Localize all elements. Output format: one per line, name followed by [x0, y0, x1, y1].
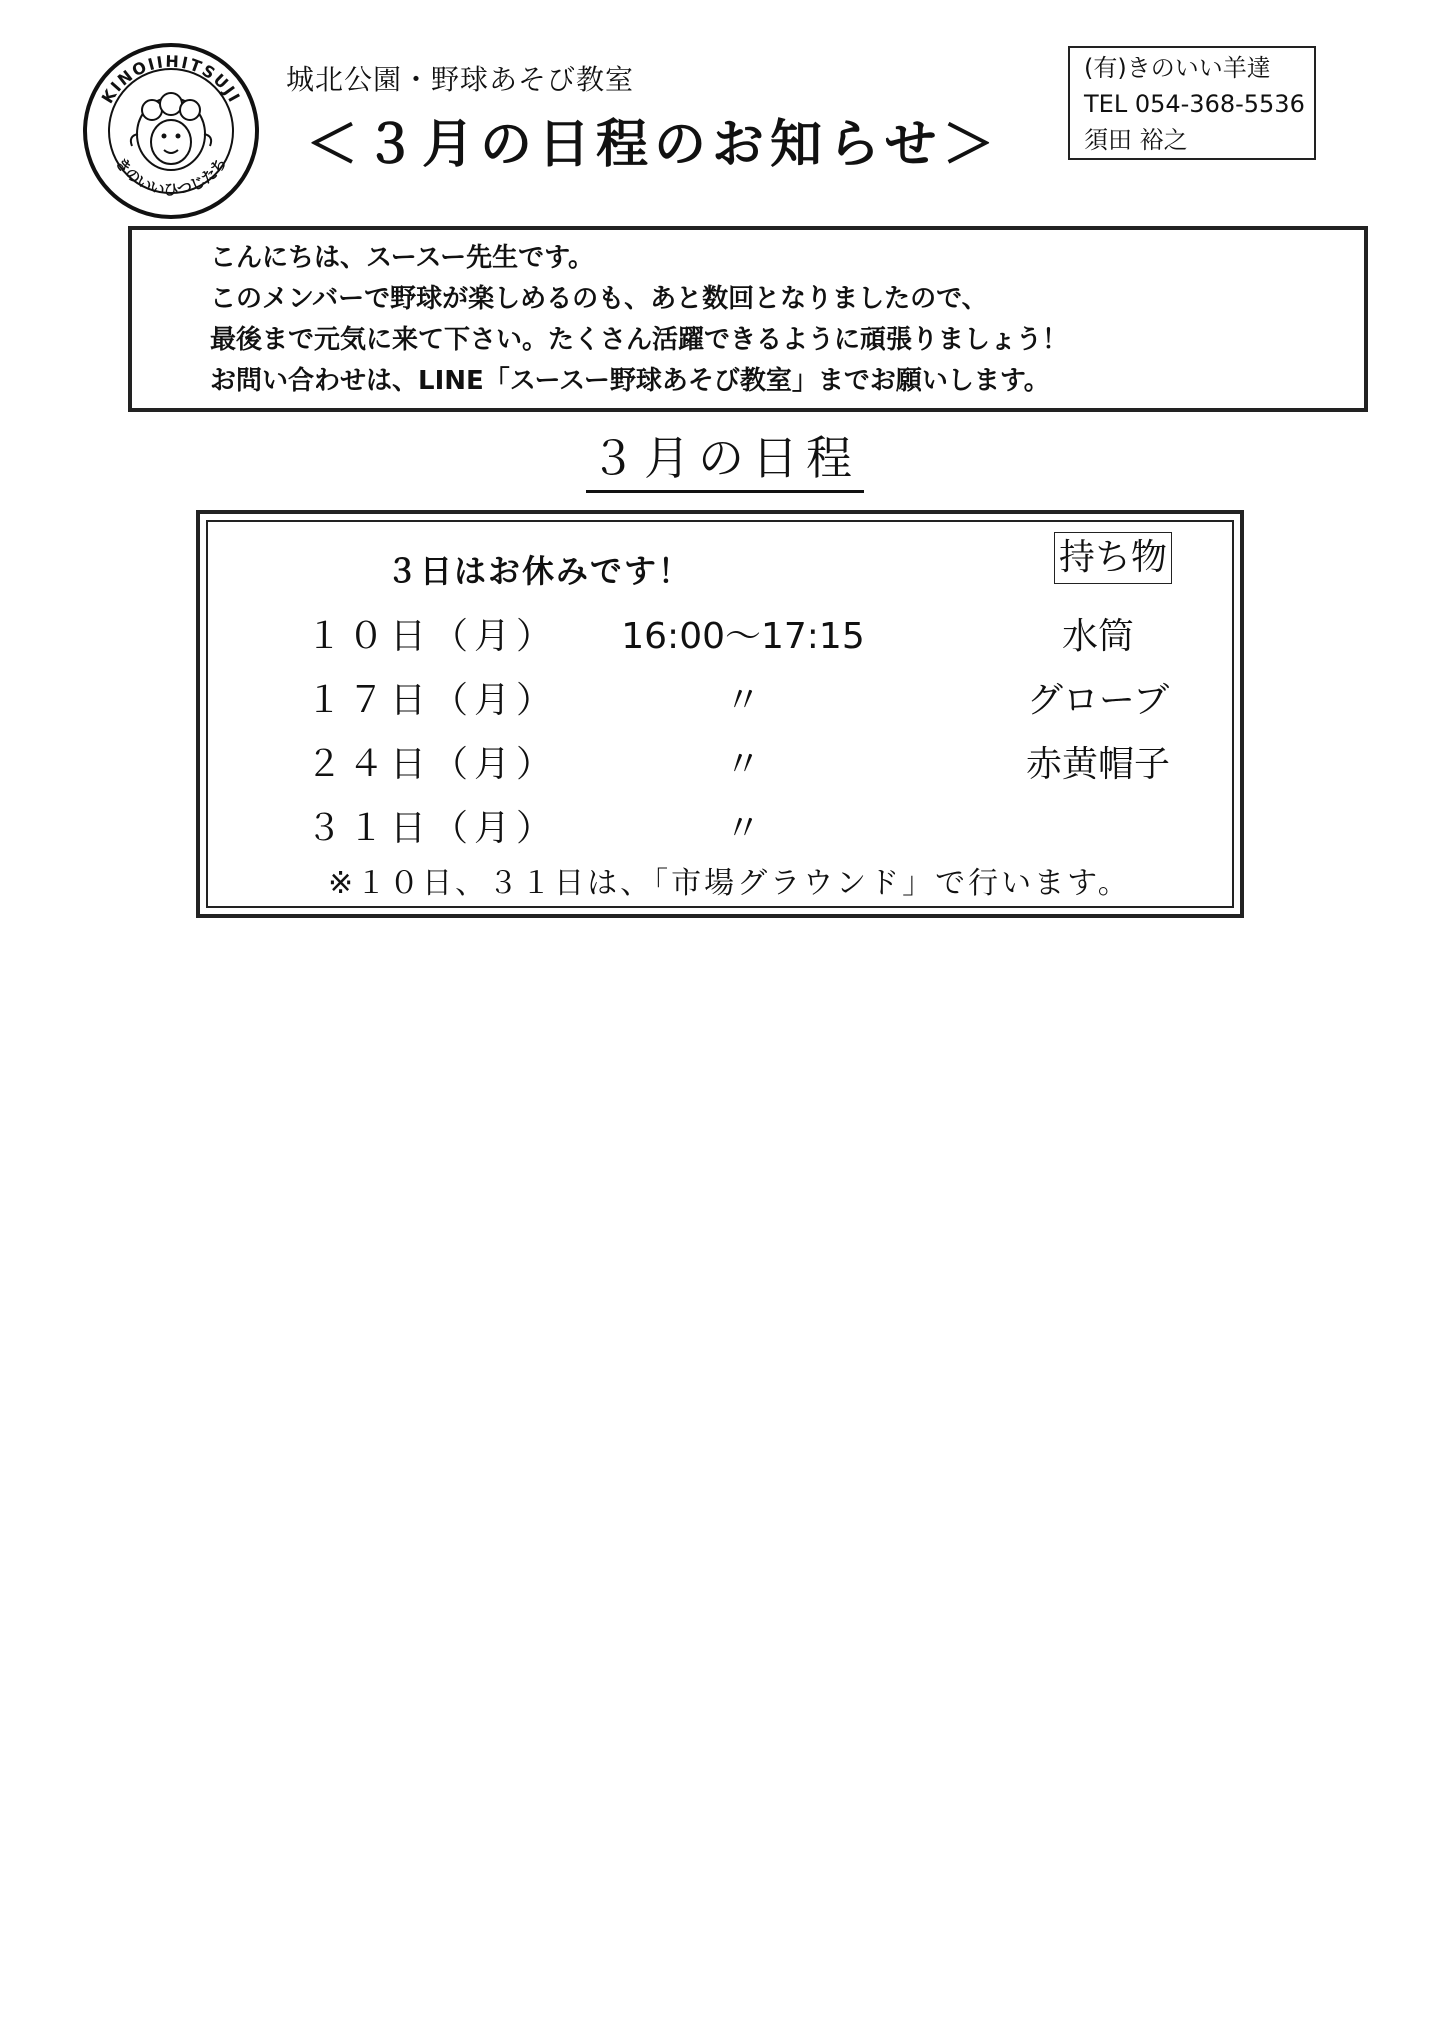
venue-footnote: ※１０日、３１日は、「市場グラウンド」で行います。 — [328, 866, 1131, 901]
message-line: お問い合わせは、LINE「スースー野球あそび教室」までお願いします。 — [210, 366, 1050, 396]
items-to-bring-header: 持ち物 — [1054, 532, 1172, 584]
contact-box — [1068, 46, 1316, 160]
page-title: ＜３月の日程のお知らせ＞ — [306, 115, 1001, 175]
schedule-date: １７日（月） — [306, 680, 559, 721]
contact-tel: TEL 054-368-5536 — [1084, 90, 1305, 118]
svg-text:きのいいひつじたち: きのいいひつじたち — [111, 154, 231, 199]
contact-company: (有)きのいい羊達 — [1084, 54, 1271, 82]
schedule-time: 〃 — [724, 808, 761, 849]
schedule-item: 赤黄帽子 — [1025, 744, 1170, 785]
message-line: 最後まで元気に来て下さい。たくさん活躍できるように頑張りましょう！ — [210, 325, 1069, 355]
schedule-time: 16:00～17:15 — [621, 616, 865, 657]
schedule-section-title: ３月の日程 — [586, 430, 864, 493]
schedule-box — [196, 510, 1244, 918]
kinoii-hitsuji-logo — [82, 42, 260, 220]
schedule-time: 〃 — [724, 744, 761, 785]
schedule-row — [208, 800, 1232, 856]
schedule-row — [208, 672, 1232, 728]
schedule-time: 〃 — [724, 680, 761, 721]
schedule-date: ２４日（月） — [306, 744, 559, 785]
greeting-message-box — [128, 226, 1368, 412]
message-line: このメンバーで野球が楽しめるのも、あと数回となりましたので、 — [210, 284, 988, 314]
message-line: こんにちは、スースー先生です。 — [210, 243, 595, 273]
schedule-date: ３１日（月） — [306, 808, 559, 849]
schedule-row — [208, 736, 1232, 792]
svg-text:KINOIIHITSUJI: KINOIIHITSUJI — [97, 51, 245, 107]
closed-day-note: ３日はお休みです！ — [386, 552, 693, 590]
schedule-date: １０日（月） — [306, 616, 559, 657]
page-subtitle: 城北公園・野球あそび教室 — [286, 63, 635, 96]
schedule-item: 水筒 — [1061, 616, 1134, 657]
contact-name: 須田 裕之 — [1084, 126, 1188, 154]
schedule-item: グローブ — [1026, 680, 1170, 721]
schedule-row — [208, 608, 1232, 664]
